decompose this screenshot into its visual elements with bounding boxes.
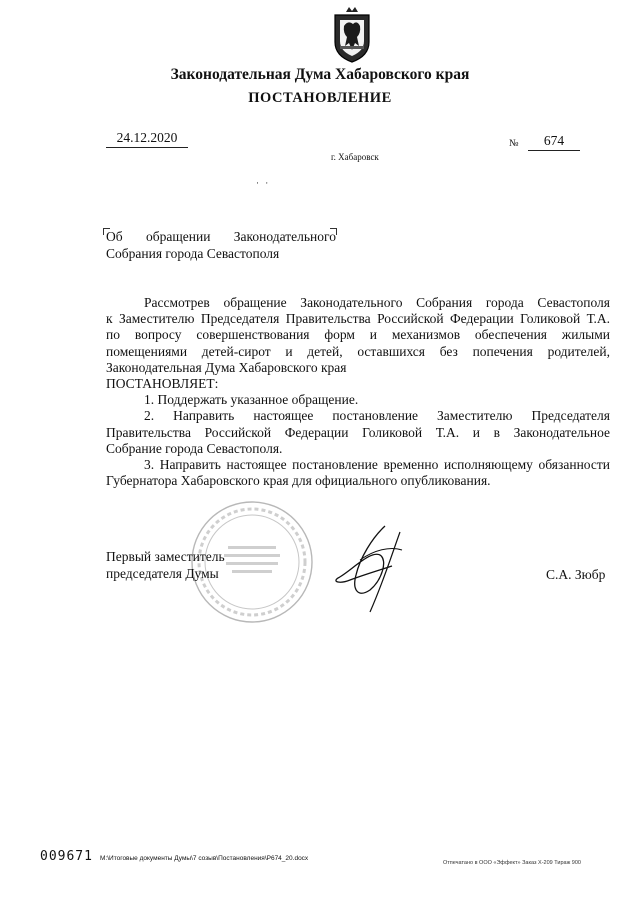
printer-note: Отпечатано в ООО «Эффект» Заказ Х-209 Тираж 900 xyxy=(443,860,581,866)
number-sign: № xyxy=(509,138,519,149)
body-line: Рассмотрев обращение Законодательного Собрания города Севастополя xyxy=(144,295,610,310)
subject-word: обращении xyxy=(146,229,211,244)
body-line: по вопросу совершенствования форм и механизмов обеспечения жилыми xyxy=(106,327,610,343)
signatory-title xyxy=(106,549,225,582)
item-2-line: Правительства Российской Федерации Голиковой Т.А. и в Законодательное xyxy=(106,424,610,440)
document-number: 674 xyxy=(528,133,580,151)
subject-word: Об xyxy=(106,229,123,244)
signatory-title-line: председателя Думы xyxy=(106,565,219,581)
subject-line-2: Собрания города Севастополя xyxy=(106,246,280,261)
item-2-line: Собрание города Севастополя. xyxy=(106,440,283,456)
signatory-name: С.А. Зюбр xyxy=(546,567,606,582)
coat-of-arms-icon xyxy=(331,6,373,64)
item-2-line: 2. Направить настоящее постановление Заместителю Председателя xyxy=(144,408,610,424)
signatory-title-line: Первый заместитель xyxy=(106,549,225,564)
body-line: к Заместителю Председателя Правительства Российской Федерации Голиковой Т.А. xyxy=(106,311,610,327)
organization-title: Законодательная Дума Хабаровского края xyxy=(170,66,470,83)
subject-word: Законодательного xyxy=(233,229,336,244)
handwritten-signature xyxy=(330,520,420,620)
file-path: М:\Итоговые документы Думы\7 созыв\Постановления\Р674_20.docx xyxy=(100,855,309,862)
resolves-heading: ПОСТАНОВЛЯЕТ: xyxy=(106,376,219,392)
document-type: ПОСТАНОВЛЕНИЕ xyxy=(248,90,392,106)
document-date: 24.12.2020 xyxy=(106,130,188,148)
city-label: г. Хабаровск xyxy=(331,152,379,162)
item-3-line: Губернатора Хабаровского края для официального опубликования. xyxy=(106,473,491,489)
registration-number: 009671 xyxy=(40,849,93,864)
body-line: помещениями детей-сирот и детей, оставшихся без попечения родителей, xyxy=(106,343,610,359)
item-3-line: 3. Направить настоящее постановление временно исполняющему обязанности xyxy=(144,457,610,473)
body-line: Законодательная Дума Хабаровского края xyxy=(106,359,347,375)
resolution-body xyxy=(106,295,610,489)
subject-block xyxy=(106,228,336,262)
item-1: 1. Поддержать указанное обращение. xyxy=(144,392,359,408)
scan-dots: · · xyxy=(256,178,271,188)
